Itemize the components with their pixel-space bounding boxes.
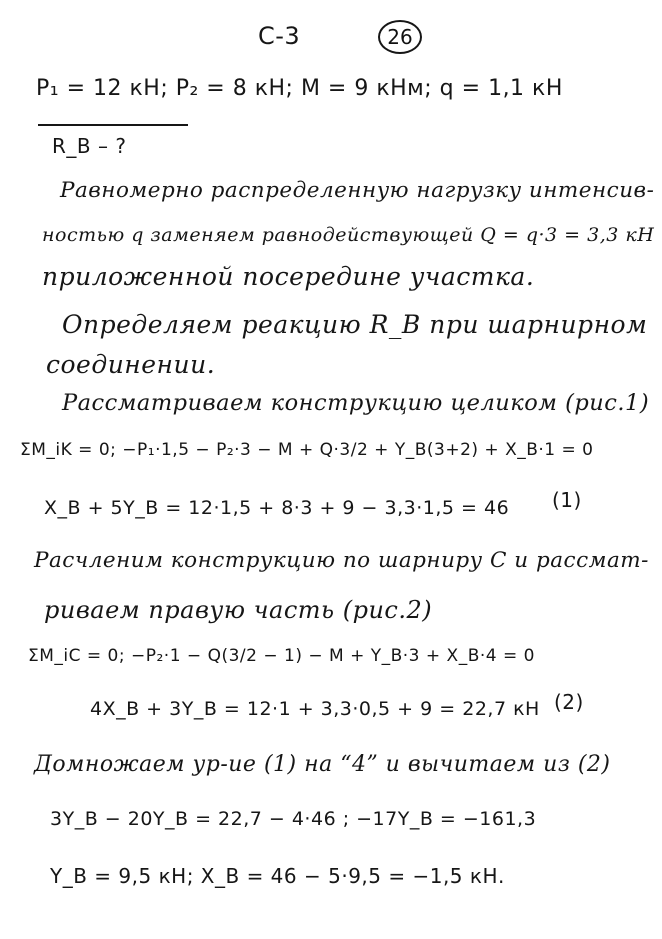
- problem-code: С-3: [258, 22, 301, 50]
- text-line-2: ностью q заменяем равнодействующей Q = q·3 = 3,3 кН: [42, 224, 655, 246]
- text-line-5: соединении.: [46, 350, 216, 379]
- equation-1-label: (1): [552, 488, 582, 512]
- problem-number-circled: [378, 20, 422, 54]
- equation-2: 4X_B + 3Y_B = 12·1 + 3,3·0,5 + 9 = 22,7 кН: [90, 698, 540, 720]
- text-line-1: Равномерно распределенную нагрузку интенсив-: [60, 178, 655, 203]
- equation-2-label: (2): [554, 690, 584, 714]
- problem-number: 26: [387, 25, 413, 49]
- text-line-7: Расчленим конструкцию по шарниру C и рассмат-: [34, 548, 649, 573]
- equation-moments-c: ΣM_iC = 0; −P₂·1 − Q(3/2 − 1) − M + Y_B·3 + X_B·4 = 0: [28, 646, 535, 666]
- text-line-4: Определяем реакцию R_B при шарнирном: [62, 310, 648, 339]
- text-line-8: риваем правую часть (рис.2): [44, 596, 433, 624]
- text-line-6: Рассматриваем конструкцию целиком (рис.1): [62, 390, 650, 416]
- given-divider: [38, 124, 188, 126]
- equation-1: X_B + 5Y_B = 12·1,5 + 8·3 + 9 − 3,3·1,5 = 46: [44, 497, 510, 519]
- equation-subtraction: 3Y_B − 20Y_B = 22,7 − 4·46 ; −17Y_B = −161,3: [50, 808, 537, 830]
- text-line-3: приложенной посередине участка.: [42, 262, 535, 291]
- given-values: P₁ = 12 кН; P₂ = 8 кН; M = 9 кНм; q = 1,1 кН: [36, 76, 563, 101]
- equation-moments-k: ΣM_iK = 0; −P₁·1,5 − P₂·3 − M + Q·3/2 + Y_B(3+2) + X_B·1 = 0: [20, 440, 594, 460]
- final-answer: Y_B = 9,5 кН; X_B = 46 − 5·9,5 = −1,5 кН.: [50, 864, 505, 888]
- text-line-9: Домножаем ур-ие (1) на “4” и вычитаем из (2): [34, 752, 611, 777]
- find-statement: R_B – ?: [52, 134, 127, 158]
